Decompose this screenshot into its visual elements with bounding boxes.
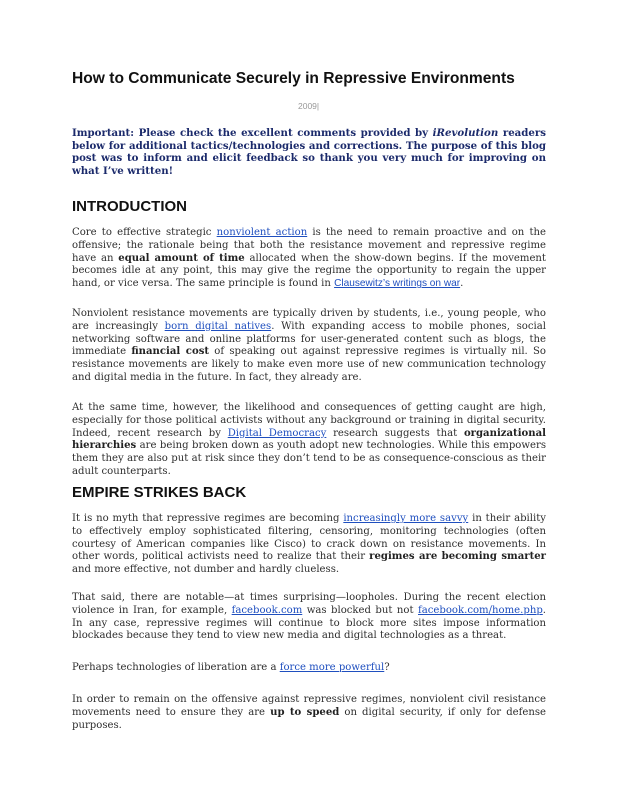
paragraph-text: Perhaps technologies of liberation are a xyxy=(72,662,280,673)
paragraph-text: of speaking out against repressive regimes is virtually nil. So resistance movements are likely to make even more use of new communication technology and digital media in the future. In fact, they already are. xyxy=(72,346,547,383)
link-clausewitz[interactable]: Clausewitz’s writings on war xyxy=(334,278,461,290)
notice-text: Important: Please check the excellent comments provided by xyxy=(72,127,433,139)
paragraph-text: ? xyxy=(384,662,390,673)
link-facebook[interactable]: facebook.com xyxy=(231,604,303,616)
bold-phrase: up to speed xyxy=(270,706,340,718)
link-nonviolent-action[interactable]: nonviolent action xyxy=(216,227,308,238)
section-heading-empire-strikes-back: EMPIRE STRIKES BACK xyxy=(72,484,247,501)
paragraph-text: Core to effective strategic xyxy=(72,227,217,238)
paragraph-text: Nonviolent resistance movements are typically driven by students, i.e., young people, who are increasingly xyxy=(72,308,546,332)
bold-phrase: organizational hierarchies xyxy=(72,427,546,452)
paragraph-text: in their ability to effectively employ sophisticated filtering, censoring, monitoring technologies (often courtesy of American companies like Cisco) to crack down on resistance movements. In other words, political activists need to realize that their xyxy=(72,513,546,563)
paragraph-text: At the same time, however, the likelihood and consequences of getting caught are high, especially for those political activists without any background or training in digital security. Indeed, recent research by xyxy=(72,402,546,439)
link-facebook-home[interactable]: facebook.com/home.php xyxy=(418,604,543,616)
paragraph xyxy=(72,694,546,732)
paragraph-text: was blocked but not xyxy=(302,604,418,616)
paragraph-text: on digital security, if only for defense purposes. xyxy=(72,706,546,731)
paragraph-text: research suggests that xyxy=(326,427,464,439)
link-digital-democracy[interactable]: Digital Democracy xyxy=(227,427,327,439)
bold-phrase: equal amount of time xyxy=(118,252,245,264)
paragraph xyxy=(72,513,546,577)
notice-emphasis: iRevolution xyxy=(432,127,499,139)
paragraph-text: . xyxy=(460,278,464,290)
paragraph-text: and more effective, not dumber and hardly clueless. xyxy=(72,564,340,576)
paragraph-text: In order to remain on the offensive against repressive regimes, nonviolent civil resistance movements need to ensure they are xyxy=(72,694,546,718)
paragraph xyxy=(72,308,546,385)
post-date: 2009| xyxy=(298,101,320,111)
paragraph-text: allocated when the show-down begins. If the movement becomes idle at any point, this may give the regime the opportunity to regain the upper hand, or vice versa. The same principle is found in xyxy=(72,252,546,290)
paragraph xyxy=(72,227,546,291)
notice-text: readers below for additional tactics/technologies and corrections. The purpose of this blog post was to inform and elicit feedback so thank you very much for improving on what I’ve written! xyxy=(72,127,546,177)
paragraph xyxy=(72,402,546,479)
paragraph-text: That said, there are notable—at times surprising—loopholes. During the recent election violence in Iran, for example, xyxy=(72,592,546,616)
link-born-digital-natives[interactable]: born digital natives xyxy=(164,320,272,332)
paragraph-text: It is no myth that repressive regimes are becoming xyxy=(72,513,344,524)
link-force-more-powerful[interactable]: force more powerful xyxy=(279,662,385,673)
important-notice xyxy=(72,127,546,177)
section-heading-introduction: INTRODUCTION xyxy=(72,198,187,215)
paragraph xyxy=(72,592,546,643)
page-title: How to Communicate Securely in Repressive Environments xyxy=(72,70,515,87)
paragraph-text: . With expanding access to mobile phones, social networking software and online platforms for user-generated content such as blogs, the immediate xyxy=(72,320,546,358)
bold-phrase: regimes are becoming smarter xyxy=(369,551,546,563)
paragraph-text: are being broken down as youth adopt new technologies. While this empowers them they are also put at risk since they don’t tend to be as consequence-conscious as their adult counterparts. xyxy=(72,440,546,477)
paragraph xyxy=(72,662,546,675)
bold-phrase: financial cost xyxy=(131,346,210,358)
paragraph-text: . In any case, repressive regimes will continue to block more sites impose information blockades because they tend to view new media and digital technologies as a threat. xyxy=(72,604,546,642)
paragraph-text: is the need to remain proactive and on the offensive; the rationale being that both the resistance movement and repressive regime have an xyxy=(72,227,546,264)
link-increasingly-more-savvy[interactable]: increasingly more savvy xyxy=(343,513,469,524)
